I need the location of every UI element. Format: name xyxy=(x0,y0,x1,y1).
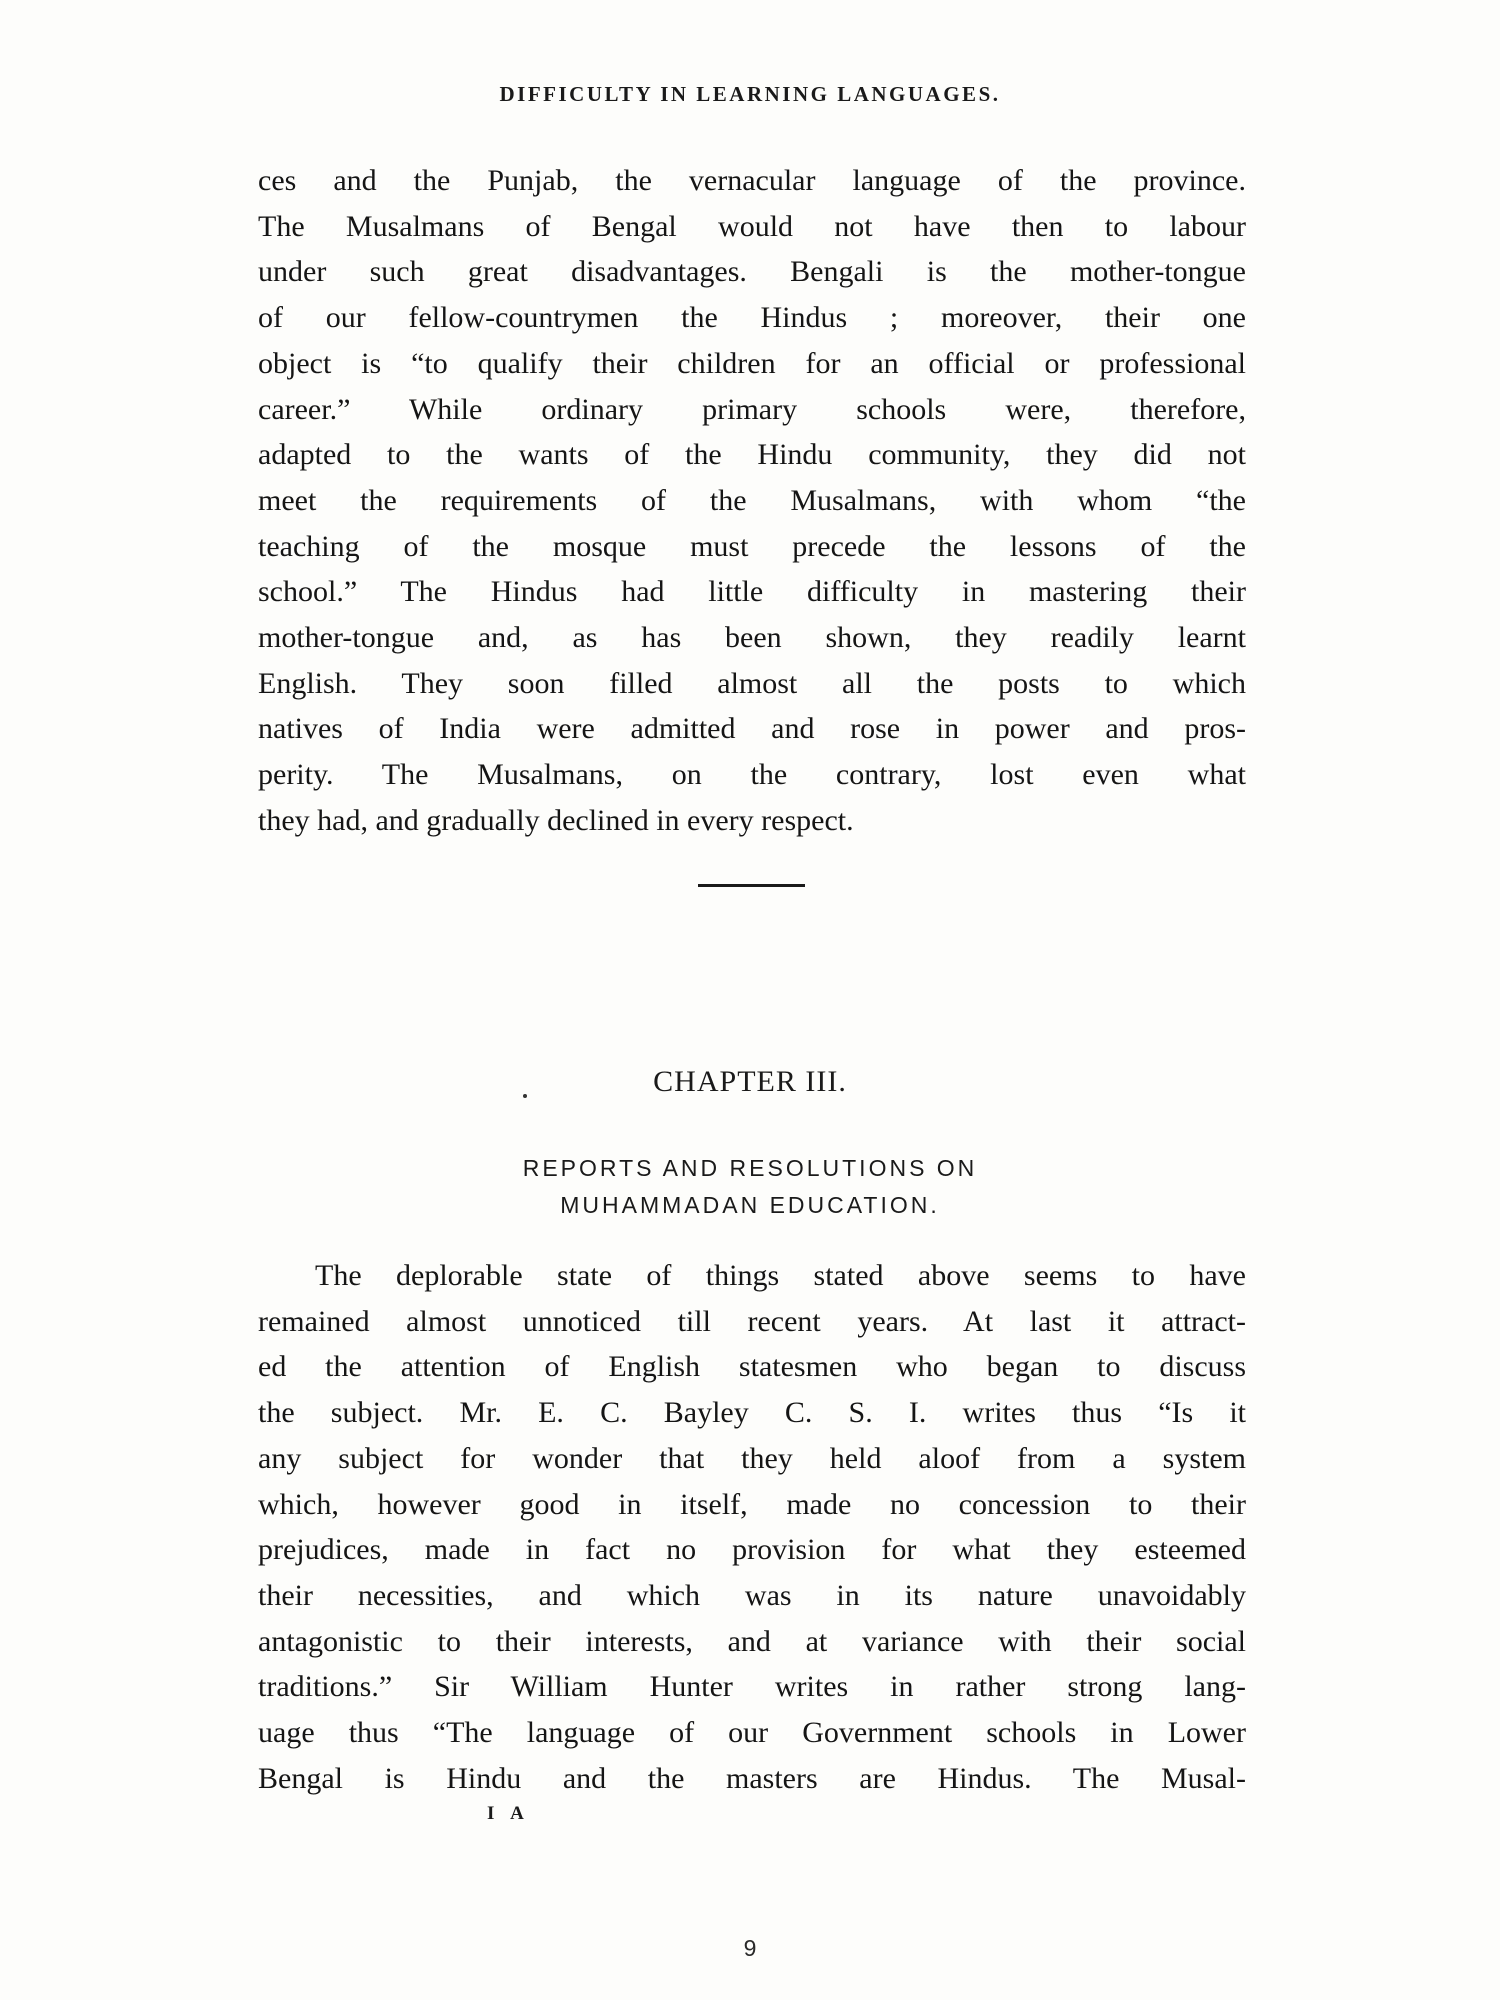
chapter-title-line: REPORTS AND RESOLUTIONS ON xyxy=(522,1155,978,1181)
text-line: ces and the Punjab, the vernacular language of the province. xyxy=(258,164,1246,197)
text-line: any subject for wonder that they held aloof from a system xyxy=(258,1441,1246,1475)
paragraph-chapter-opening xyxy=(258,1253,1246,1801)
text-line: antagonistic to their interests, and at variance with their social xyxy=(258,1624,1246,1658)
text-line: The Musalmans of Bengal would not have then to labour xyxy=(258,209,1246,243)
chapter-title xyxy=(0,1150,1500,1224)
text-line: ed the attention of English statesmen who began to discuss xyxy=(258,1350,1246,1384)
text-line: Bengal is Hindu and the masters are Hindus. The Musal- xyxy=(258,1761,1246,1795)
signature-mark: I A xyxy=(487,1803,530,1824)
page-number: 9 xyxy=(743,1935,757,1961)
text-line: traditions.” Sir William Hunter writes in rather strong lang- xyxy=(258,1670,1246,1704)
text-line: prejudices, made in fact no provision for what they esteemed xyxy=(258,1533,1246,1567)
text-line: of our fellow-countrymen the Hindus ; moreover, their one xyxy=(258,301,1246,335)
text-line: school.” The Hindus had little difficulty in mastering their xyxy=(258,575,1246,609)
text-line: which, however good in itself, made no concession to their xyxy=(258,1487,1246,1521)
text-line: uage thus “The language of our Government schools in Lower xyxy=(258,1716,1246,1750)
text-line: perity. The Musalmans, on the contrary, lost even what xyxy=(258,758,1246,792)
text-line: English. They soon filled almost all the posts to which xyxy=(258,666,1246,700)
text-line: The deplorable state of things stated above seems to have xyxy=(315,1259,1246,1292)
text-line: remained almost unnoticed till recent years. At last it attract- xyxy=(258,1304,1246,1338)
text-line: the subject. Mr. E. C. Bayley C. S. I. writes thus “Is it xyxy=(258,1396,1246,1430)
text-line: adapted to the wants of the Hindu community, they did not xyxy=(258,438,1246,472)
text-line: object is “to qualify their children for an official or professional xyxy=(258,346,1246,380)
running-head: DIFFICULTY IN LEARNING LANGUAGES. xyxy=(499,82,1001,106)
paragraph-continued xyxy=(258,158,1246,844)
chapter-heading: CHAPTER III. xyxy=(653,1065,847,1098)
text-line: career.” While ordinary primary schools were, therefore, xyxy=(258,392,1246,426)
text-line: teaching of the mosque must precede the lessons of the xyxy=(258,529,1246,563)
text-line: their necessities, and which was in its nature unavoidably xyxy=(258,1578,1246,1612)
chapter-title-line: MUHAMMADAN EDUCATION. xyxy=(560,1192,940,1218)
text-line: under such great disadvantages. Bengali is the mother-tongue xyxy=(258,255,1246,289)
text-line: they had, and gradually declined in every respect. xyxy=(258,803,854,837)
text-line: natives of India were admitted and rose in power and pros- xyxy=(258,712,1246,746)
section-divider-rule xyxy=(698,884,805,887)
text-line: mother-tongue and, as has been shown, they readily learnt xyxy=(258,621,1246,655)
text-line: meet the requirements of the Musalmans, with whom “the xyxy=(258,483,1246,517)
